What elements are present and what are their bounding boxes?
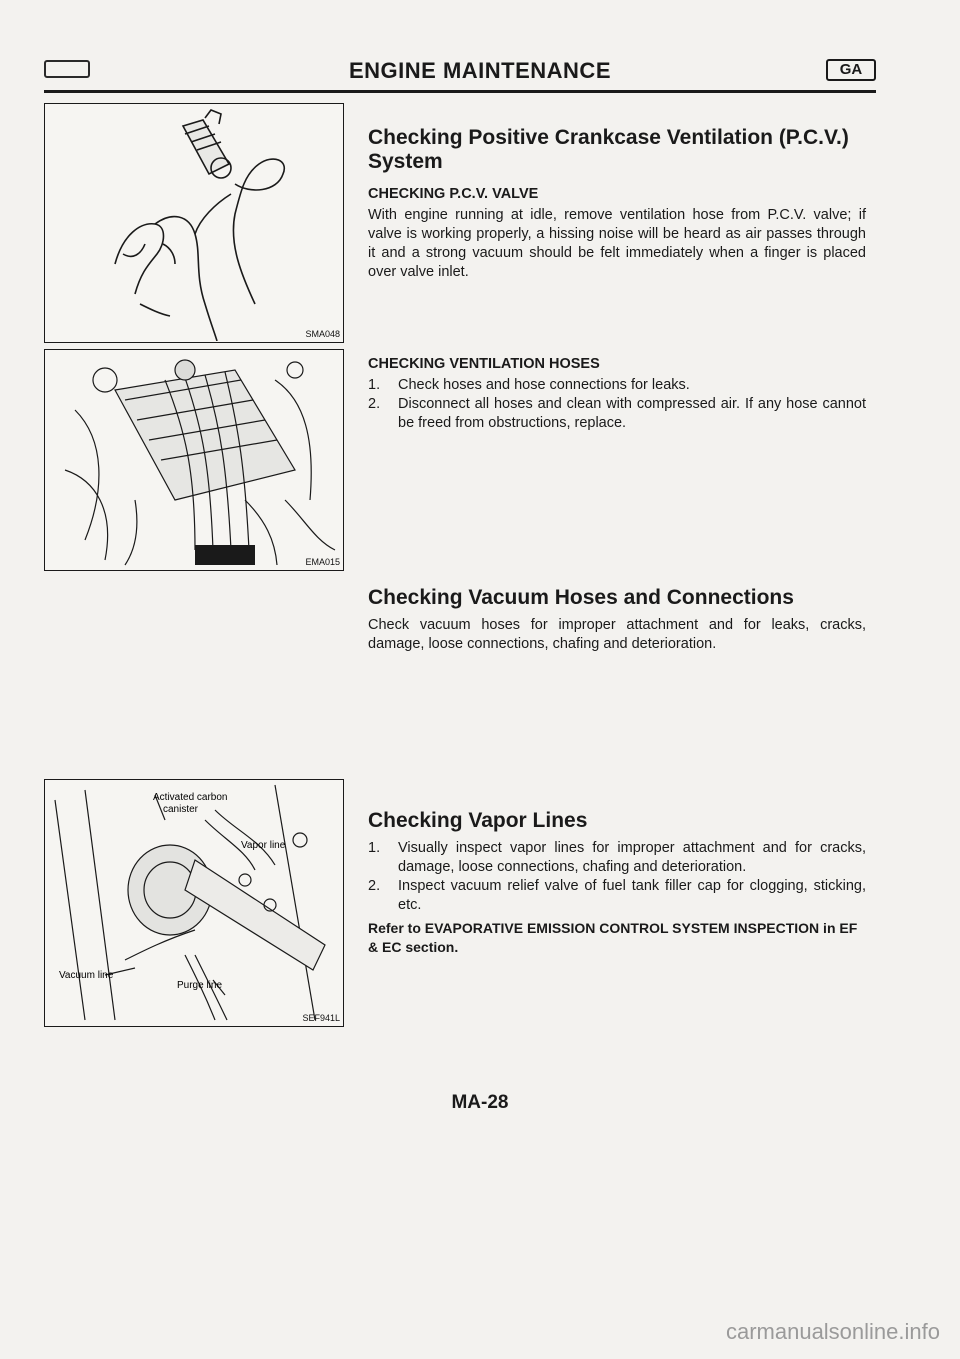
figure-code: EMA015	[305, 557, 340, 567]
watermark: carmanualsonline.info	[725, 1319, 940, 1344]
page-number: MA-28	[451, 1092, 509, 1113]
figure-code: SEF941L	[302, 1013, 340, 1023]
vacuum-text: Check vacuum hoses for improper attachment and for leaks, cracks, damage, loose connections, chafing and deterioration.	[368, 617, 866, 652]
label-vacuum-line: Vacuum line	[59, 970, 114, 981]
section-vapor-lines	[368, 809, 866, 957]
list-item: 2. Inspect vacuum relief valve of fuel tank filler cap for clogging, sticking, etc.	[368, 878, 866, 913]
vapor-reference: Refer to EVAPORATIVE EMISSION CONTROL SYSTEM INSPECTION in EF & EC section.	[368, 920, 858, 955]
label-vapor-line: Vapor line	[241, 840, 286, 851]
label-activated-carbon: Activated carbon	[153, 792, 228, 803]
list-item: 2. Disconnect all hoses and clean with compressed air. If any hose cannot be freed from obstructions, replace.	[368, 396, 866, 431]
page-header-title: ENGINE MAINTENANCE	[348, 58, 611, 83]
list-item: 1. Visually inspect vapor lines for improper attachment and for cracks, damage, loose connections, chafing and deterioration.	[368, 840, 866, 875]
pcv-title: Checking Positive Crankcase Ventilation (P.C.V.) System	[368, 126, 849, 173]
vapor-steps	[368, 839, 866, 915]
pcv-valve-illustration	[45, 104, 342, 341]
pcv-valve-subtitle: CHECKING P.C.V. VALVE	[368, 186, 539, 202]
ventilation-hoses-subtitle: CHECKING VENTILATION HOSES	[368, 356, 600, 372]
figure-code: SMA048	[305, 329, 340, 339]
engine-badge: GA	[826, 59, 876, 81]
label-canister: canister	[163, 804, 199, 815]
vacuum-title: Checking Vacuum Hoses and Connections	[368, 586, 794, 609]
section-ventilation-hoses	[368, 344, 866, 433]
vapor-title: Checking Vapor Lines	[368, 809, 588, 832]
engine-illustration	[45, 350, 342, 569]
section-pcv	[368, 126, 866, 282]
ventilation-hoses-steps	[368, 376, 866, 433]
section-vacuum-hoses	[368, 586, 866, 654]
vapor-lines-illustration	[45, 780, 342, 1025]
figure-engine-hoses	[44, 349, 344, 571]
header-rule	[44, 90, 876, 93]
label-purge-line: Purge line	[177, 980, 223, 991]
figure-pcv-valve	[44, 103, 344, 343]
pcv-valve-text: With engine running at idle, remove ventilation hose from P.C.V. valve; if valve is working properly, a hissing noise will be heard as air passes through it and a strong vacuum should be felt immediately when a finger is placed over valve inlet.	[368, 207, 866, 280]
figure-vapor-lines	[44, 779, 344, 1027]
list-item: 1. Check hoses and hose connections for leaks.	[368, 377, 690, 393]
